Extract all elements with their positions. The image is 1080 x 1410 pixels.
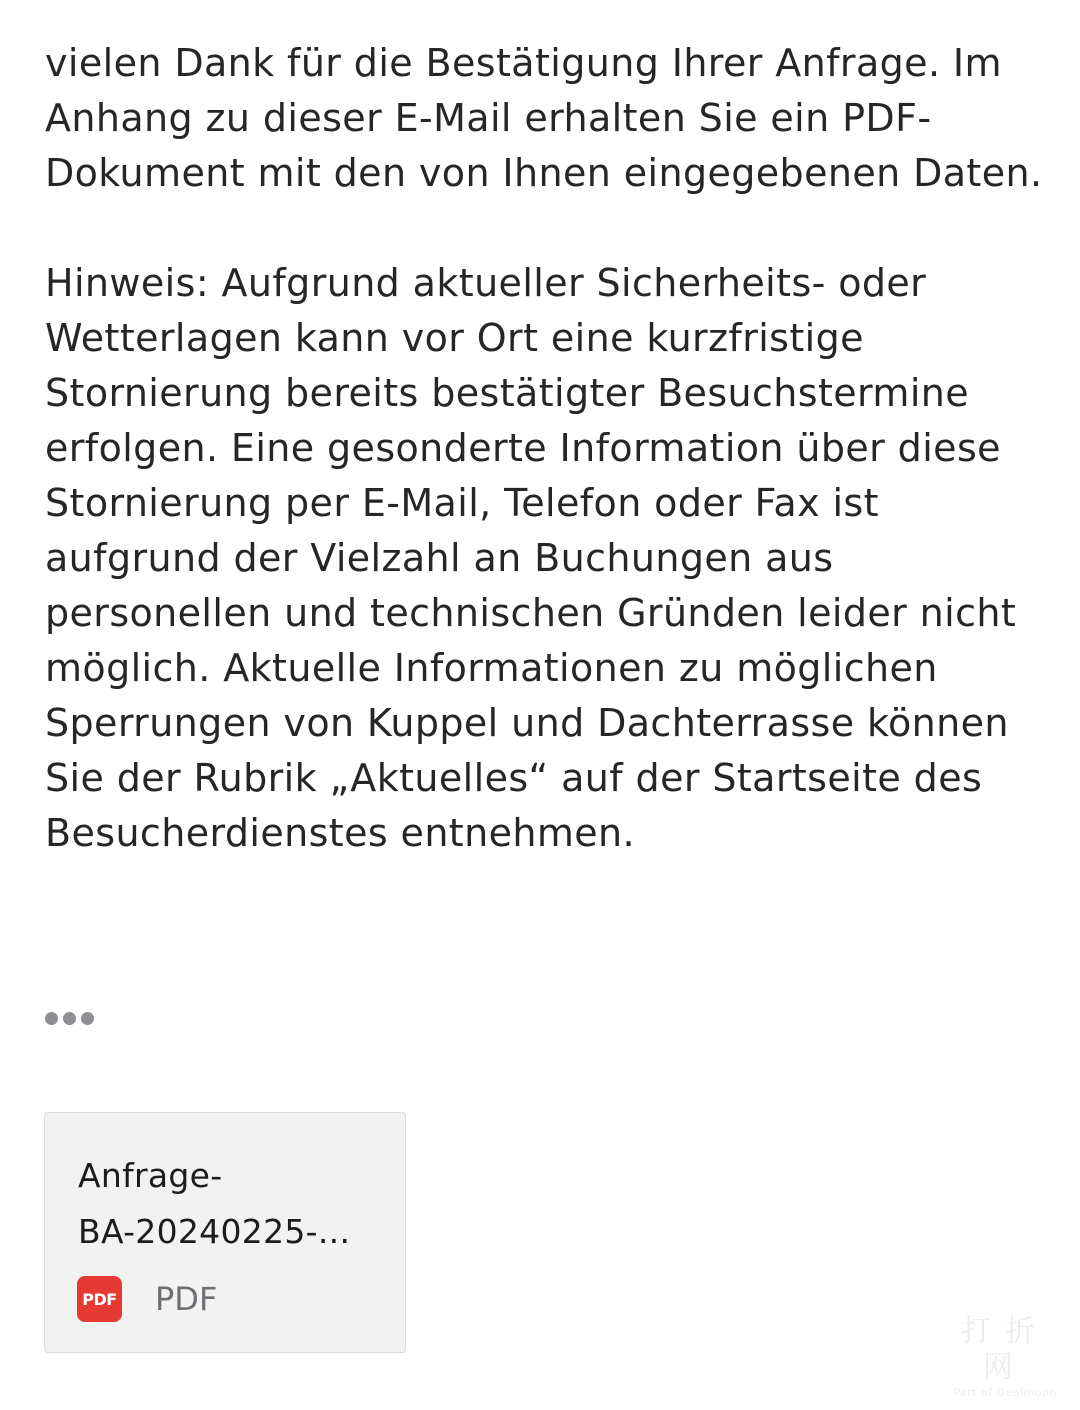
watermark-logo: 打折网 bbox=[961, 1314, 1049, 1385]
pdf-file-icon bbox=[77, 1276, 122, 1322]
attachment-type: PDF bbox=[155, 1280, 218, 1318]
attachment-filename bbox=[78, 1148, 378, 1260]
pdf-icon-label: PDF bbox=[82, 1289, 117, 1309]
email-paragraph-notice: Hinweis: Aufgrund aktueller Sicherheits- oder Wetterlagen kann vor Ort eine kurzfristige Stornierung bereits bestätigter Besuchstermine erfolgen. Eine gesonderte Information über diese Stornierung per E-Mail, Telefon oder Fax ist aufgrund der Vielzahl an Buchungen aus personellen und technischen Gründen leider nicht möglich. Aktuelle Informationen zu möglichen Sperrungen von Kuppel und Dachterrasse können Sie der Rubrik „Aktuelles“ auf der Startseite des Besucherdienstes entnehmen. bbox=[45, 261, 1017, 855]
ellipsis-icon bbox=[45, 1012, 58, 1025]
attachment-filename-line2: BA-20240225-... bbox=[78, 1212, 351, 1251]
attachment-card[interactable] bbox=[44, 1112, 406, 1353]
email-body bbox=[45, 36, 1045, 861]
ellipsis-icon bbox=[81, 1012, 94, 1025]
attachment-filename-line1: Anfrage- bbox=[78, 1156, 223, 1195]
email-paragraph-intro: vielen Dank für die Bestätigung Ihrer Anfrage. Im Anhang zu dieser E-Mail erhalten Sie ein PDF-Dokument mit den von Ihnen eingegebenen Daten. bbox=[45, 41, 1043, 195]
watermark bbox=[942, 1314, 1068, 1400]
ellipsis-icon bbox=[63, 1012, 76, 1025]
watermark-tagline: Part of Dealmoon bbox=[953, 1386, 1057, 1399]
show-more-button[interactable] bbox=[45, 1004, 101, 1032]
